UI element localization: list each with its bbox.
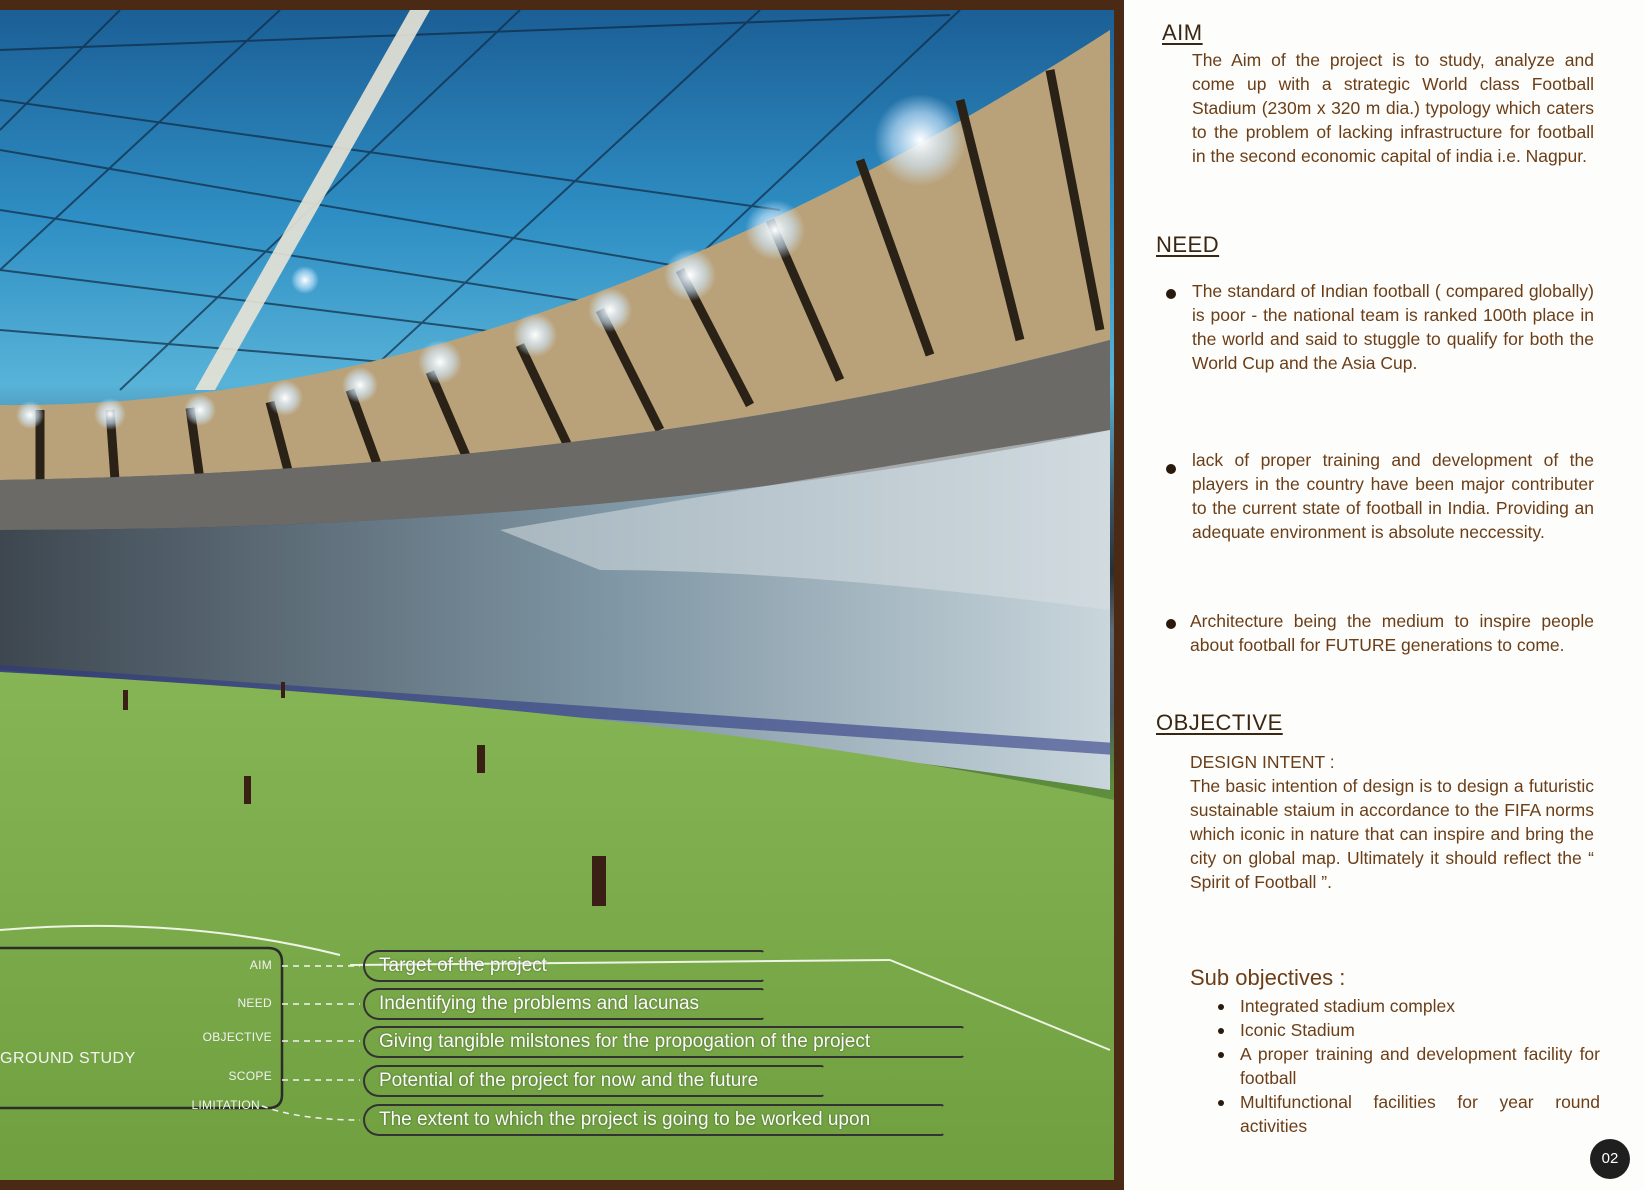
callout-scope: Potential of the project for now and the future bbox=[363, 1065, 825, 1097]
list-item: Multifunctional facilities for year round activities bbox=[1218, 1090, 1600, 1138]
design-intent-label: DESIGN INTENT : bbox=[1190, 752, 1335, 772]
diagram-label-objective: OBJECTIVE bbox=[202, 1030, 272, 1044]
need-point-3: Architecture being the medium to inspire people about football for FUTURE generations to come. bbox=[1190, 611, 1594, 655]
bullet-icon bbox=[1166, 464, 1176, 474]
list-item: Iconic Stadium bbox=[1218, 1018, 1600, 1042]
callout-aim: Target of the project bbox=[363, 950, 765, 982]
need-heading: NEED bbox=[1156, 232, 1220, 257]
diagram-label-scope: SCOPE bbox=[228, 1069, 272, 1083]
sub-objectives-heading: Sub objectives : bbox=[1190, 965, 1346, 990]
callout-objective: Giving tangible milstones for the propogation of the project bbox=[363, 1026, 965, 1058]
diagram-label-need: NEED bbox=[237, 996, 272, 1010]
diagram-label-aim: AIM bbox=[249, 958, 272, 972]
need-point-1: The standard of Indian football ( compared globally) is poor - the national team is ranked 100th place in the world and said to stuggle to qualify for both the World Cup and the Asia Cup. bbox=[1192, 281, 1594, 373]
bullet-icon bbox=[1166, 619, 1176, 629]
sub-objectives-list bbox=[1218, 994, 1600, 1138]
aim-text: The Aim of the project is to study, analyze and come up with a strategic World class Football Stadium (230m x 320 m dia.) typology which caters to the problem of lacking infrastructure for football in the second economic capital of india i.e. Nagpur. bbox=[1192, 50, 1594, 166]
design-intent-text: The basic intention of design is to design a futuristic sustainable staium in accordance to the FIFA norms which iconic in nature that can inspire and bring the city on global map. Ultimately it should reflect the “ Spirit of Football ”. bbox=[1190, 776, 1594, 892]
bullet-icon bbox=[1166, 289, 1176, 299]
ground-study-label: GROUND STUDY bbox=[0, 1050, 136, 1067]
need-point-2: lack of proper training and development of the players in the country have been major contributer to the current state of football in India. Providing an adequate environment is absolute neccessity. bbox=[1192, 450, 1594, 542]
diagram-label-limitation: LIMITATION bbox=[191, 1098, 260, 1112]
callout-need: Indentifying the problems and lacunas bbox=[363, 988, 765, 1020]
stadium-render-image bbox=[0, 10, 1114, 1180]
objective-heading: OBJECTIVE bbox=[1156, 710, 1283, 735]
list-item: Integrated stadium complex bbox=[1218, 994, 1600, 1018]
callout-limitation: The extent to which the project is going to be worked upon bbox=[363, 1104, 945, 1136]
list-item: A proper training and development facility for football bbox=[1218, 1042, 1600, 1090]
page-number-badge: 02 bbox=[1590, 1139, 1630, 1179]
aim-heading: AIM bbox=[1162, 20, 1203, 45]
